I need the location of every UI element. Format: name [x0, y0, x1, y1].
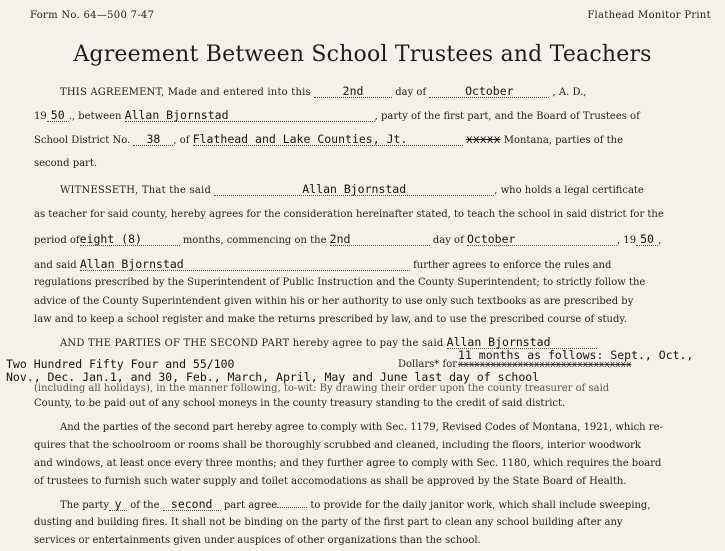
start-month: October — [467, 233, 617, 246]
county-name: Flathead and Lake Counties, Jt. — [193, 133, 463, 146]
p4-line3: and windows, at least once every three months; and they further agree to comply with Sec. 1180, which requires the board — [34, 458, 662, 469]
district-number: 38 — [133, 133, 173, 146]
p3-underprint: (including all holidays), in the manner following, to-wit: By drawing their order upon the county treasurer of said — [34, 383, 610, 394]
agree-blank — [277, 507, 307, 508]
p2-line1: WITNESSETH, That the said Allan Bjornstad , who holds a legal certificate — [60, 182, 644, 196]
agreement-year: 50 — [47, 109, 69, 122]
witness-teacher-name: Allan Bjornstad — [214, 183, 494, 196]
form-number: Form No. 64—500 7-47 — [30, 10, 155, 21]
p1-line3: School District No. 38 , of Flathead and Lake Counties, Jt. xxxxx Montana, parties of the — [34, 132, 624, 146]
first-party-name: Allan Bjornstad — [125, 109, 375, 122]
p1-line4: second part. — [34, 158, 98, 169]
party-suffix: y — [109, 498, 127, 511]
payee-name: Allan Bjornstad — [447, 336, 597, 349]
p2-line2: as teacher for said county, hereby agrees for the consideration hereinafter stated, to teach the school in said district for the — [34, 209, 664, 220]
payment-schedule-1: 11 months as follows: Sept., Oct., — [458, 348, 694, 362]
p5-line1: The party y of the second part agree to provide for the daily janitor work, which shall include sweeping, — [60, 497, 651, 511]
struck-text: xxxxx — [465, 132, 501, 146]
agreement-day: 2nd — [314, 85, 392, 98]
start-day: 2nd — [330, 233, 430, 246]
dollars-for-label: Dollars* for — [398, 359, 457, 370]
p2-line4: and said Allan Bjornstad further agrees to enforce the rules and — [34, 257, 612, 271]
which-party: second — [163, 498, 221, 511]
p5-line2: dusting and building fires. It shall not be binding on the party of the first part to clean any school building after any — [34, 517, 623, 528]
start-year: 50 — [636, 233, 658, 246]
p2-line7: law and to keep a school register and make the returns prescribed by law, and to use the prescribed course of study. — [34, 314, 627, 325]
salary-amount: Two Hundred Fifty Four and 55/100 — [6, 357, 235, 371]
struck-schedule: xxxxxxxxxxxxxxxxxxxxxxxxxxxxxxxx — [458, 360, 632, 370]
p2-line6: advice of the County Superintendent given within his or her authority to use only such textbooks as are prescribed by — [34, 296, 634, 307]
p2-line5: regulations prescribed by the Superintendent of Public Instruction and the County Superintendent; to strictly follow the — [34, 277, 646, 288]
p5-line3: services or entertainments given under auspices of other organizations than the school. — [34, 535, 481, 546]
period-months: eight (8) — [80, 233, 180, 246]
printer-name: Flathead Monitor Print — [587, 10, 711, 21]
payment-schedule-2: Nov., Dec. Jan.1, and 30, Feb., March, April, May and June last day of school — [6, 370, 540, 384]
p4-line2: quires that the schoolroom or rooms shall be thoroughly scrubbed and cleaned, including the floors, interior woodwork — [34, 440, 641, 451]
document-title: Agreement Between School Trustees and Teachers — [73, 42, 652, 67]
p3-line4: County, to be paid out of any school moneys in the county treasury standing to the credit of said district. — [34, 398, 566, 409]
p2-line3: period ofeight (8) months, commencing on the 2nd day of October , 19 50 , — [34, 232, 662, 246]
agreement-month: October — [429, 85, 549, 98]
p1-line1: THIS AGREEMENT, Made and entered into this 2nd day of October , A. D., — [60, 84, 587, 98]
p1-line2: 19 50 ., between Allan Bjornstad , party of the first part, and the Board of Trustees of — [34, 108, 640, 122]
p3-line1: AND THE PARTIES OF THE SECOND PART hereby agree to pay the said Allan Bjornstad — [60, 336, 711, 350]
p4-line1: And the parties of the second part hereby agree to comply with Sec. 1179, Revised Codes of Montana, 1921, which re- — [60, 422, 663, 433]
p4-line4: of trustees to furnish such water supply and toilet accomodations as shall be approved by the State Board of Health. — [34, 476, 627, 487]
enforcing-teacher-name: Allan Bjornstad — [80, 258, 410, 271]
